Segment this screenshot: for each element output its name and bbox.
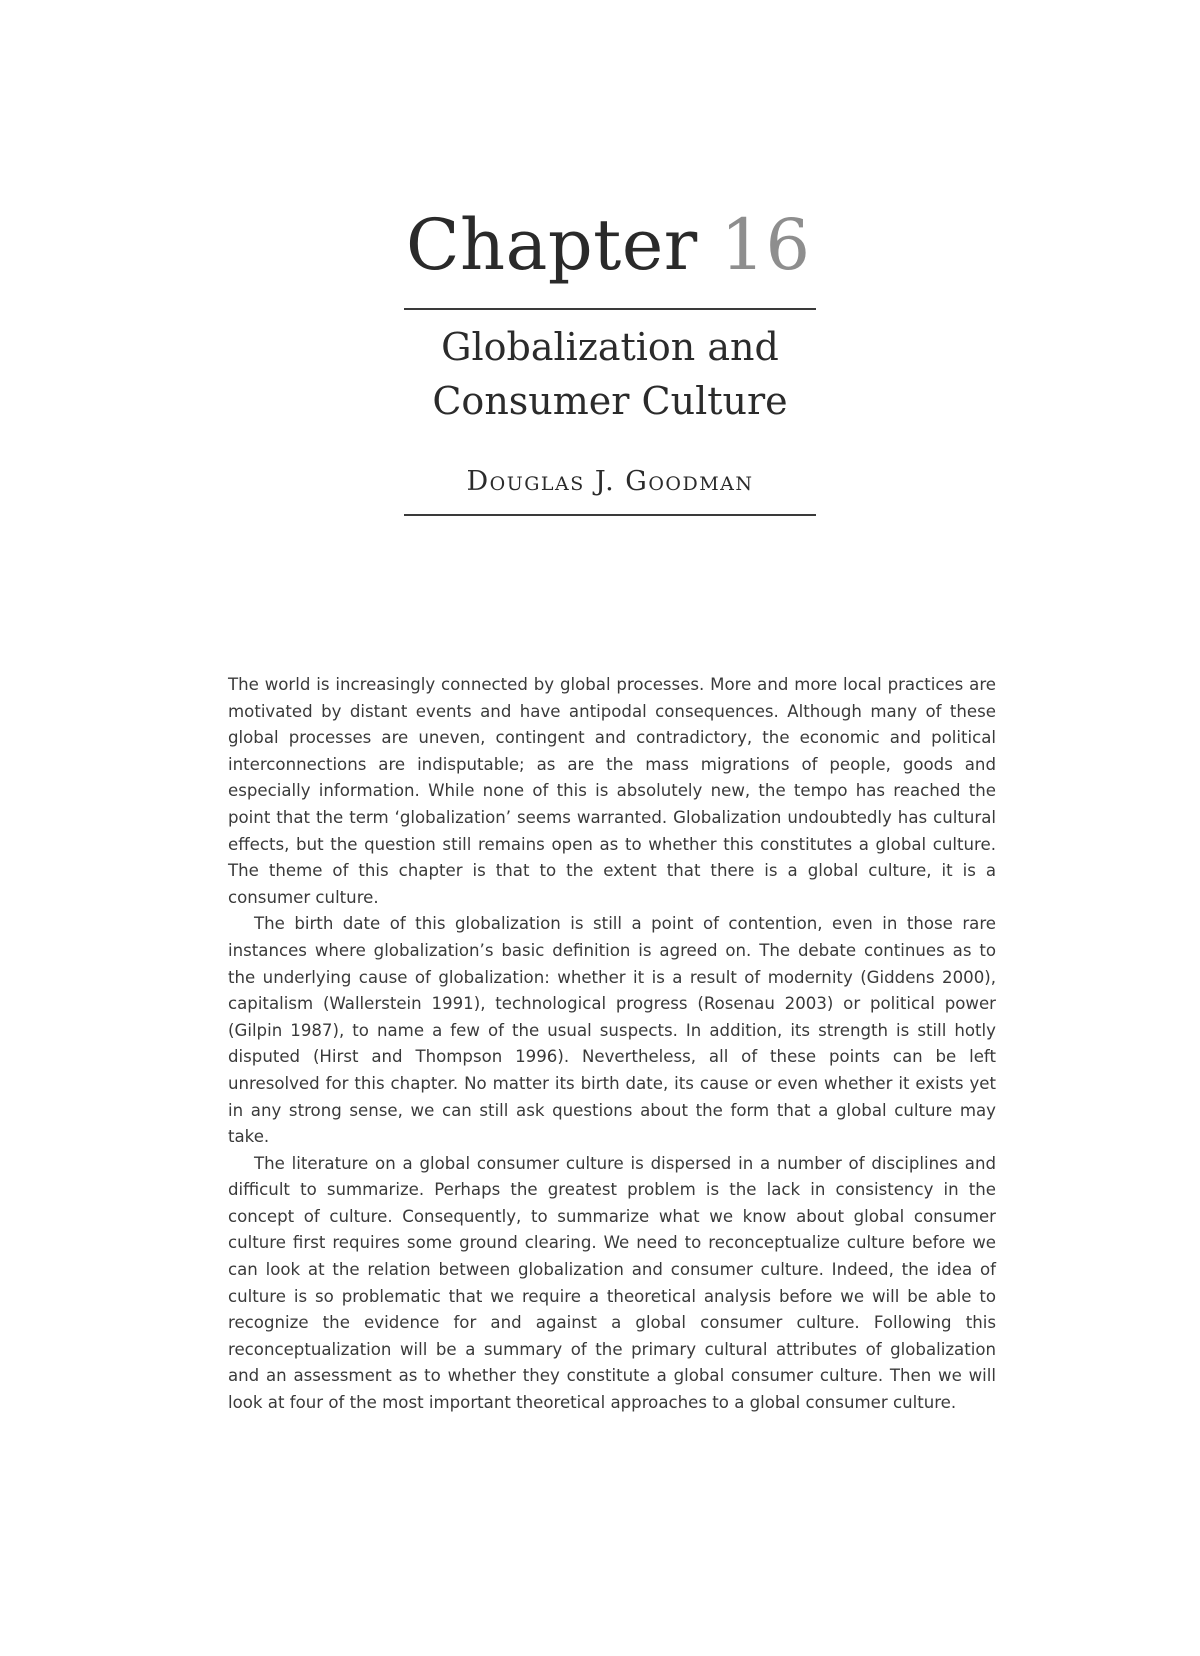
chapter-heading [406,204,816,286]
title-divider-bottom [404,514,816,516]
body-text [228,672,996,1417]
chapter-label: Chapter [406,204,698,286]
chapter-subtitle-line-2: Consumer Culture [432,379,788,423]
paragraph: The literature on a global consumer culture is dispersed in a number of disciplines and difficult to summarize. Perhaps the greatest problem is the lack in consistency in the concept of culture. Consequently, to summarize what we know about global consumer culture first requires some ground clearing. We need to reconceptualize culture before we can look at the relation between globalization and consumer culture. Indeed, the idea of culture is so problematic that we require a theoretical analysis before we will be able to recognize the evidence for and against a global consumer culture. Following this reconceptualization will be a summary of the primary cultural attributes of globalization and an assessment as to whether they constitute a global consumer culture. Then we will look at four of the most important theoretical approaches to a global consumer culture. [228,1153,996,1413]
chapter-subtitle-line-1: Globalization and [441,325,779,369]
chapter-title [406,204,816,286]
title-divider-top [404,308,816,310]
chapter-number: 16 [720,204,811,286]
paragraph: The world is increasingly connected by global processes. More and more local practices are motivated by distant events and have antipodal consequences. Although many of these global processes are uneven, contingent and contradictory, the economic and political interconnections are indisputable; as are the mass migrations of people, goods and especially information. While none of this is absolutely new, the tempo has reached the point that the term ‘globalization’ seems warranted. Globalization undoubtedly has cultural effects, but the question still remains open as to whether this constitutes a global culture. The theme of this chapter is that to the extent that there is a global culture, it is a consumer culture. [228,675,996,907]
author-name: Douglas J. Goodman [466,466,754,497]
chapter-subtitle [404,320,816,428]
paragraph: The birth date of this globalization is still a point of contention, even in those rare instances where globalization’s basic definition is agreed on. The debate continues as to the underlying cause of globalization: whether it is a result of modernity (Giddens 2000), capitalism (Wallerstein 1991), technological progress (Rosenau 2003) or political power (Gilpin 1987), to name a few of the usual suspects. In addition, its strength is still hotly disputed (Hirst and Thompson 1996). Nevertheless, all of these points can be left unresolved for this chapter. No matter its birth date, its cause or even whether it exists yet in any strong sense, we can still ask questions about the form that a global culture may take. [228,914,996,1147]
